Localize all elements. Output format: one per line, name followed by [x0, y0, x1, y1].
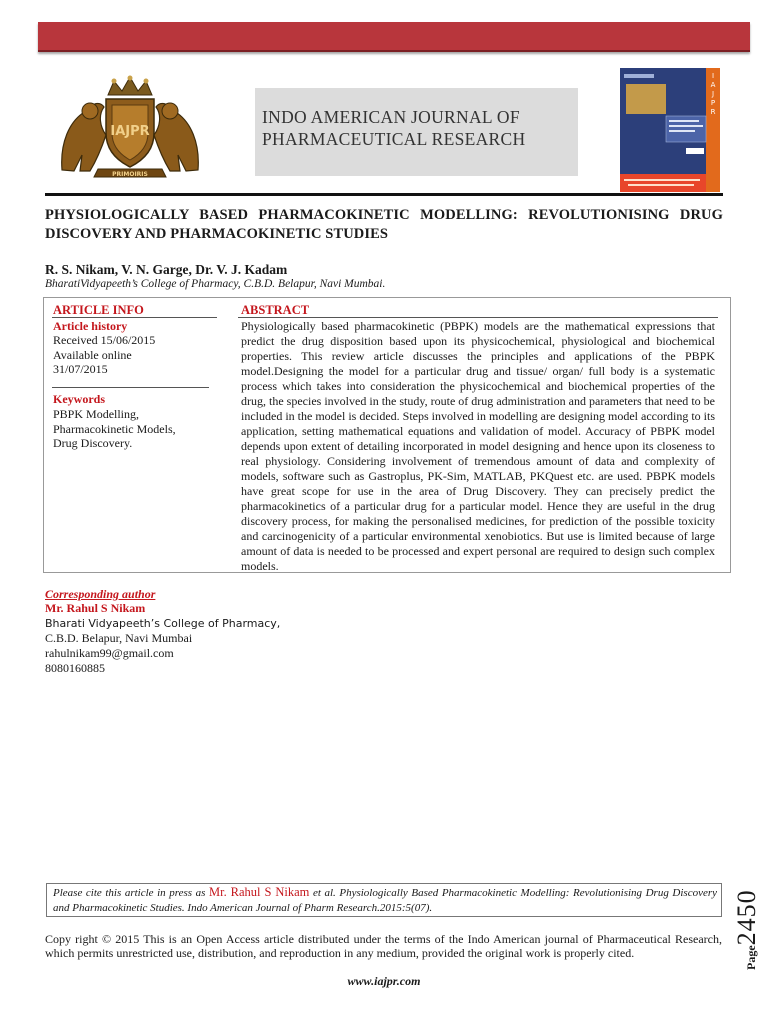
top-banner — [38, 22, 750, 52]
keywords-heading: Keywords — [53, 392, 105, 406]
citation-suffix: et al. Physiologically Based Pharmacokinetic Modelling: Revolutionising Drug Discovery and Pharmacokinetic Studies. Indo American Journal of Pharm Research.2015:5(07). — [53, 887, 717, 914]
cover-letter: J — [711, 90, 715, 98]
journal-cover-icon — [620, 68, 720, 192]
corresponding-author-college: Bharati Vidyapeeth’s College of Pharmacy, — [45, 617, 281, 630]
corresponding-author-address: C.B.D. Belapur, Navi Mumbai — [45, 631, 193, 645]
divider — [52, 387, 209, 388]
article-history-heading: Article history — [53, 319, 128, 333]
keyword-item: PBPK Modelling, — [53, 407, 140, 421]
header-rule — [45, 193, 723, 196]
abstract-heading: ABSTRACT — [241, 303, 310, 317]
copyright-notice: Copy right © 2015 This is an Open Access article distributed under the terms of the Indo American journal of Pharmaceutical Research, which permits unrestricted use, distribution, and reproduction in any medium, provided the original work is properly cited. — [45, 932, 722, 960]
svg-text:PRIMOIRIS: PRIMOIRIS — [112, 171, 148, 178]
cover-letters — [707, 72, 719, 117]
banner-journal-name: Indo American Journal of Pharmaceutical Research, 2015 — [232, 7, 542, 21]
cover-letter: I — [711, 72, 715, 80]
article-title: PHYSIOLOGICALLY BASED PHARMACOKINETIC MODELLING: REVOLUTIONISING DRUG DISCOVERY AND PHARMACOKINETIC STUDIES — [45, 207, 723, 242]
website-link[interactable]: www.iajpr.com — [347, 974, 421, 988]
cover-letter: A — [710, 81, 716, 89]
journal-title-line2: PHARMACEUTICAL RESEARCH — [262, 129, 526, 149]
available-online-label: Available online — [53, 348, 132, 362]
journal-title-box — [255, 88, 578, 176]
author-affiliation: BharatiVidyapeeth’s College of Pharmacy, C.B.D. Belapur, Navi Mumbai. — [45, 278, 386, 290]
corresponding-author-label: Corresponding author — [45, 587, 156, 601]
received-date: Received 15/06/2015 — [53, 333, 156, 347]
corresponding-author-name: Mr. Rahul S Nikam — [45, 601, 146, 615]
keyword-item: Pharmacokinetic Models, — [53, 422, 176, 436]
page-number-value: 2450 — [732, 889, 761, 946]
abstract-text: Physiologically based pharmacokinetic (PBPK) models are the mathematical expressions that predict the drug disposition based upon its physicochemical, physiological and biochemical properties. This review article discusses the principles and applications of the PBPK model.Designing the model for a particular drug and tissue/ organ/ full body is a systematic process which takes into consideration the physicochemical and biochemical properties of the drug, the species involved in the study, route of drug administration and parameters that need to be included in the model is decided. Steps involved in modelling are designing model according to its application, setting mathematical equations and validation of model. Accuracy of PBPK model depends upon extent of detailing incorporated in model designing and hence upon its closeness to real physiology. Considering involvement of tremendous amount of data and complexity of models, software such as Gastroplus, PK-Sim, MATLAB, PKQuest etc. are used. PBPK models have great scope for use in the area of Drug Discovery. They can precisely predict the pharmacokinetics of a particular drug for a particular model. Hence they are useful in the drug discovery process, for making the personalised medicines, for prediction of the possible toxicity and carcinogenicity of a particular environmental xenobiotics. But use is limited because of large amount of data is needed to be processed and expert personal are required to design such complex models. — [241, 319, 715, 573]
page-label: Page — [744, 945, 758, 970]
keyword-item: Drug Discovery. — [53, 436, 133, 450]
corresponding-author-email[interactable]: rahulnikam99@gmail.com — [45, 646, 174, 660]
page-number — [732, 889, 762, 970]
svg-text:IAJPR: IAJPR — [110, 124, 150, 139]
divider — [238, 317, 718, 318]
corresponding-author-phone: 8080160885 — [45, 661, 105, 675]
article-authors: R. S. Nikam, V. N. Garge, Dr. V. J. Kadam — [45, 262, 288, 277]
banner-issn: ISSN NO: 2231-6876 — [591, 7, 703, 21]
citation-text — [53, 885, 717, 916]
available-online-date: 31/07/2015 — [53, 362, 108, 376]
citation-prefix: Please cite this article in press as — [53, 887, 209, 899]
citation-author: Mr. Rahul S Nikam — [208, 885, 310, 899]
lion-crest-logo-icon — [50, 75, 210, 185]
journal-title-line1: INDO AMERICAN JOURNAL OF — [262, 107, 520, 127]
divider — [52, 317, 217, 318]
cover-letter: P — [710, 99, 716, 107]
cover-letter: R — [710, 108, 716, 116]
article-info-heading: ARTICLE INFO — [53, 303, 144, 317]
